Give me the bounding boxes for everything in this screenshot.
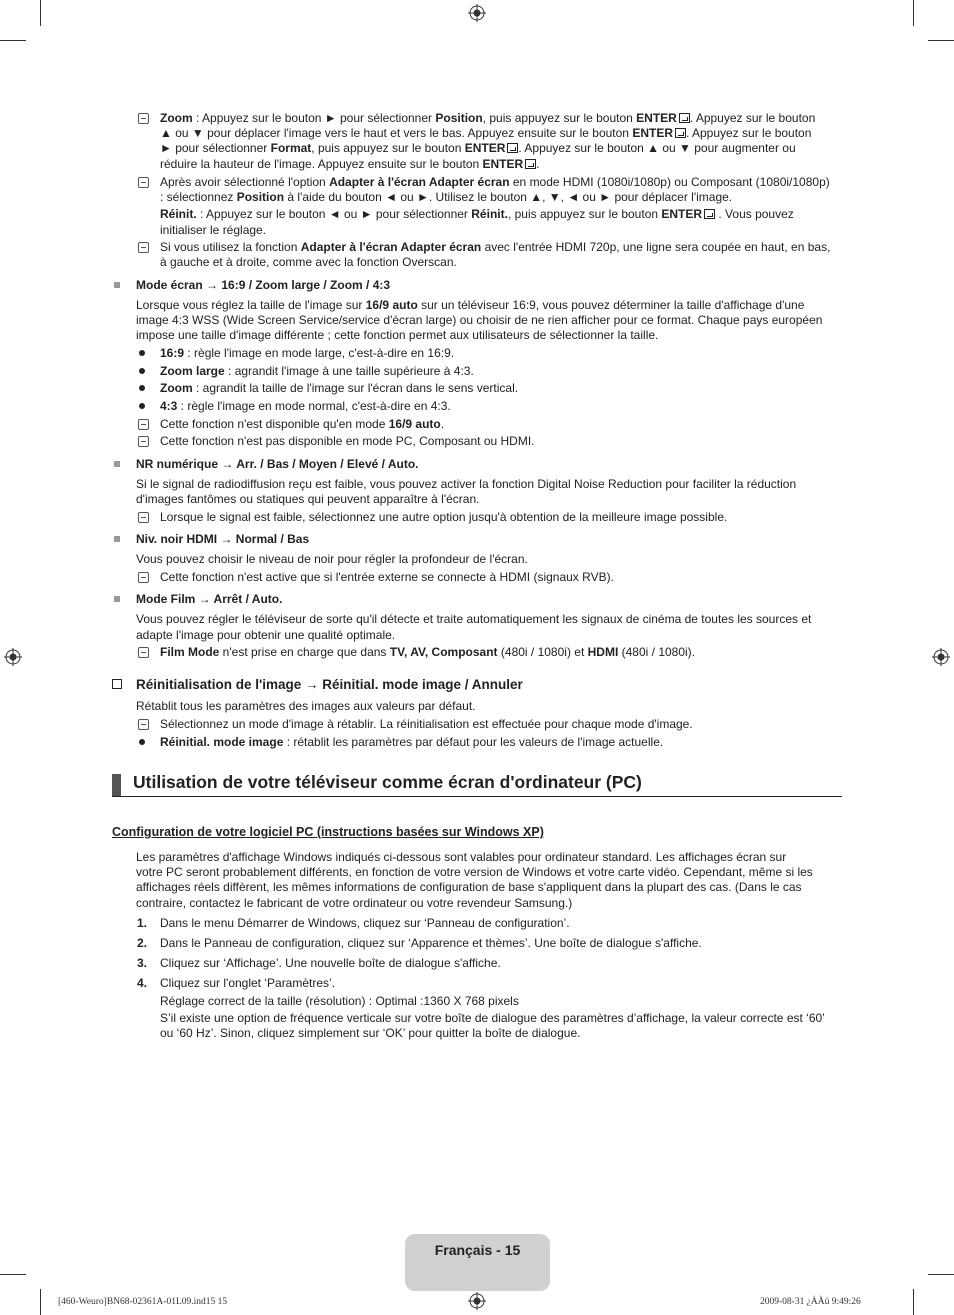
bullet-icon <box>139 403 145 409</box>
section-heading: Mode écran → 16:9 / Zoom large / Zoom / 4:3 <box>136 278 391 292</box>
text: . Appuyez sur le bouton ▲ ou ▼ pour augmenter ou <box>518 141 796 155</box>
text: . <box>536 157 540 171</box>
text: Sélectionnez un mode d'image à rétablir. La réinitialisation est effectuée pour chaque mode d'image. <box>160 717 693 731</box>
text: ENTER <box>632 126 673 140</box>
square-bullet-icon <box>114 596 120 602</box>
section-heading: Niv. noir HDMI → Normal / Bas <box>136 532 310 546</box>
text: votre PC seront probablement différents, en fonction de votre version de Windows et votre carte vidéo. Cependant, même si les <box>136 865 813 879</box>
step-number: 3. <box>137 956 148 970</box>
bullet-icon <box>139 368 145 374</box>
text: à gauche et à droite, comme avec la fonction Overscan. <box>160 255 457 269</box>
text: (480i / 1080i) et <box>497 645 588 659</box>
note-icon <box>138 572 149 583</box>
note-icon <box>138 177 149 188</box>
text: ENTER <box>464 141 506 155</box>
step-number: 1. <box>137 916 148 930</box>
text: Après avoir sélectionné l'option <box>160 175 330 189</box>
text: Format <box>270 141 312 155</box>
text: , puis appuyez sur le bouton <box>311 141 465 155</box>
text: (480i / 1080i). <box>618 645 696 659</box>
enter-icon <box>507 143 518 153</box>
note-icon <box>138 436 149 447</box>
note-icon <box>138 113 149 124</box>
step-text: Dans le Panneau de configuration, cliquez sur ‘Apparence et thèmes’. Une boîte de dialogue s'affiche. <box>160 936 702 950</box>
text: en mode HDMI (1080i/1080p) ou Composant (1080i/1080p) <box>509 175 830 189</box>
note-icon <box>138 419 149 430</box>
text: affichages réels diffèrent, les mêmes informations de configuration de base s'appliquent dans la plupart des cas. (Dans le cas <box>136 880 802 894</box>
text: : sélectionnez <box>160 190 237 204</box>
enter-icon <box>675 128 686 138</box>
section-marker <box>112 774 121 796</box>
section-heading: Mode Film → Arrêt / Auto. <box>136 592 283 606</box>
section-heading: NR numérique → Arr. / Bas / Moyen / Elevé / Auto. <box>136 457 419 471</box>
text: Cette fonction n'est pas disponible en mode PC, Composant ou HDMI. <box>160 434 535 448</box>
crop-mark <box>913 0 914 26</box>
text: : règle l'image en mode normal, c'est-à-dire en 4:3. <box>177 399 451 413</box>
subsection-title: Configuration de votre logiciel PC (instructions basées sur Windows XP) <box>112 825 544 839</box>
text: , puis appuyez sur le bouton <box>507 207 662 221</box>
registration-mark-icon <box>468 4 486 22</box>
checkbox-bullet-icon <box>112 679 122 689</box>
note-icon <box>138 512 149 523</box>
step-text: Réglage correct de la taille (résolution) : Optimal :1360 X 768 pixels <box>160 994 519 1008</box>
crop-mark <box>40 0 41 26</box>
text: initialiser le réglage. <box>160 223 267 237</box>
text: ENTER <box>636 111 677 125</box>
square-bullet-icon <box>114 536 120 542</box>
enter-icon <box>679 113 690 123</box>
text: n'est prise en charge que dans <box>219 645 390 659</box>
registration-mark-icon <box>932 648 950 666</box>
section-heading: Réinitialisation de l'image → Réinitial. mode image / Annuler <box>136 677 523 692</box>
crop-mark <box>40 1289 41 1315</box>
crop-mark <box>0 40 26 41</box>
text: adapte l'image pour obtenir une qualité optimale. <box>136 628 396 642</box>
text: : rétablit les paramètres par défaut pour les valeurs de l'image actuelle. <box>283 735 664 749</box>
text: sur un téléviseur 16:9, vous pouvez déterminer la taille d'affichage d'une <box>417 298 805 312</box>
text: ENTER <box>661 207 703 221</box>
page-section-title: Utilisation de votre téléviseur comme écran d'ordinateur (PC) <box>133 772 642 792</box>
text: TV, AV, Composant <box>389 645 498 659</box>
crop-mark <box>928 1274 954 1275</box>
text: 16/9 auto <box>388 417 441 431</box>
crop-mark <box>928 40 954 41</box>
step-number: 4. <box>137 976 148 990</box>
text: Zoom large <box>160 364 225 378</box>
step-text: S’il existe une option de fréquence verticale sur votre boîte de dialogue des paramètres d’affichage, la valeur correcte est ‘60’ <box>160 1011 825 1025</box>
text: Si vous utilisez la fonction <box>160 240 301 254</box>
text: : règle l'image en mode large, c'est-à-dire en 16:9. <box>184 346 455 360</box>
step-text: ou ‘60 Hz’. Sinon, cliquez simplement sur ‘OK’ pour quitter la boîte de dialogue. <box>160 1026 581 1040</box>
bullet-icon <box>139 350 145 356</box>
text: : agrandit la taille de l'image sur l'écran dans le sens vertical. <box>192 381 519 395</box>
text: . <box>440 417 445 431</box>
text: réduire la hauteur de l'image. Appuyez ensuite sur le bouton <box>160 157 483 171</box>
text: 4:3 <box>160 399 178 413</box>
text: . Appuyez sur le bouton <box>685 126 812 140</box>
square-bullet-icon <box>114 461 120 467</box>
bullet-icon <box>139 739 145 745</box>
text: image 4:3 WSS (Wide Screen Service/service d'écran large) ou choisir de ne rien afficher pour ce format. Chaque pays européen <box>136 313 823 327</box>
text: Position <box>435 111 483 125</box>
text: Cette fonction n'est active que si l'entrée externe se connecte à HDMI (signaux RVB). <box>160 570 614 584</box>
text: impose une taille d'image différente ; cette fonction permet aux utilisateurs de sélectionner la taille. <box>136 328 659 342</box>
divider <box>112 796 842 797</box>
crop-mark <box>913 1289 914 1315</box>
text: : agrandit l'image à une taille supérieure à 4:3. <box>224 364 474 378</box>
text: Réinit. <box>471 207 508 221</box>
text: Cette fonction n'est disponible qu'en mode <box>160 417 389 431</box>
text: à l'aide du bouton ◄ ou ►. Utilisez le bouton ▲, ▼, ◄ ou ► pour déplacer l'image. <box>284 190 733 204</box>
text: Lorsque vous réglez la taille de l'image sur <box>136 298 366 312</box>
text: , puis appuyez sur le bouton <box>482 111 637 125</box>
text: . Vous pouvez <box>715 207 794 221</box>
file-info: [460-Weuro]BN68-02361A-01L09.ind15 15 <box>58 1297 228 1307</box>
note-icon <box>138 242 149 253</box>
date-info: 2009-08-31 ¿ÀÀü 9:49:26 <box>760 1297 861 1307</box>
page-number: Français - 15 <box>434 1242 521 1258</box>
text: ▲ ou ▼ pour déplacer l'image vers le haut et vers le bas. Appuyez ensuite sur le bouton <box>160 126 633 140</box>
text: avec l'entrée HDMI 720p, une ligne sera coupée en haut, en bas, <box>481 240 831 254</box>
step-text: Cliquez sur l'onglet ‘Paramètres’. <box>160 976 336 990</box>
text: Adapter à l'écran Adapter écran <box>329 175 510 189</box>
text: Les paramètres d'affichage Windows indiqués ci-dessous sont valables pour ordinateur standard. Les affichages écran sur <box>136 850 787 864</box>
crop-mark <box>0 1274 26 1275</box>
text: Zoom <box>160 111 193 125</box>
text: : Appuyez sur le bouton ◄ ou ► pour sélectionner <box>196 207 472 221</box>
text: Vous pouvez régler le téléviseur de sorte qu'il détecte et traite automatiquement les signaux de cinéma de toutes les sources et <box>136 612 812 626</box>
text: contraire, contactez le fabricant de votre ordinateur ou votre revendeur Samsung.) <box>136 896 573 910</box>
text: Vous pouvez choisir le niveau de noir pour régler la profondeur de l'écran. <box>136 552 528 566</box>
text: Zoom <box>160 381 193 395</box>
text: Lorsque le signal est faible, sélectionnez une autre option jusqu'à obtention de la meilleure image possible. <box>160 510 728 524</box>
square-bullet-icon <box>114 282 120 288</box>
text: Film Mode <box>160 645 220 659</box>
text: Position <box>236 190 285 204</box>
step-number: 2. <box>137 936 148 950</box>
text: Réinit. <box>160 207 197 221</box>
text: Réinitial. mode image <box>160 735 284 749</box>
text: 16/9 auto <box>365 298 418 312</box>
step-text: Cliquez sur ‘Affichage’. Une nouvelle boîte de dialogue s'affiche. <box>160 956 501 970</box>
text: Rétablit tous les paramètres des images aux valeurs par défaut. <box>136 699 476 713</box>
step-text: Dans le menu Démarrer de Windows, cliquez sur ‘Panneau de configuration’. <box>160 916 570 930</box>
text: ► pour sélectionner <box>160 141 271 155</box>
text: HDMI <box>587 645 619 659</box>
text: . Appuyez sur le bouton <box>689 111 816 125</box>
note-icon <box>138 647 149 658</box>
registration-mark-icon <box>4 648 22 666</box>
text: 16:9 <box>160 346 185 360</box>
bullet-icon <box>139 385 145 391</box>
enter-icon <box>704 209 715 219</box>
enter-icon <box>525 159 536 169</box>
registration-mark-icon <box>468 1292 486 1310</box>
text: Adapter à l'écran Adapter écran <box>300 240 482 254</box>
text: : Appuyez sur le bouton ► pour sélectionner <box>192 111 436 125</box>
text: Si le signal de radiodiffusion reçu est faible, vous pouvez activer la fonction Digital Noise Reduction pour faciliter la réduction <box>136 477 797 491</box>
note-icon <box>138 719 149 730</box>
text: d'images fantômes ou statiques qui peuvent apparaître à l'écran. <box>136 492 480 506</box>
text: ENTER <box>482 157 524 171</box>
